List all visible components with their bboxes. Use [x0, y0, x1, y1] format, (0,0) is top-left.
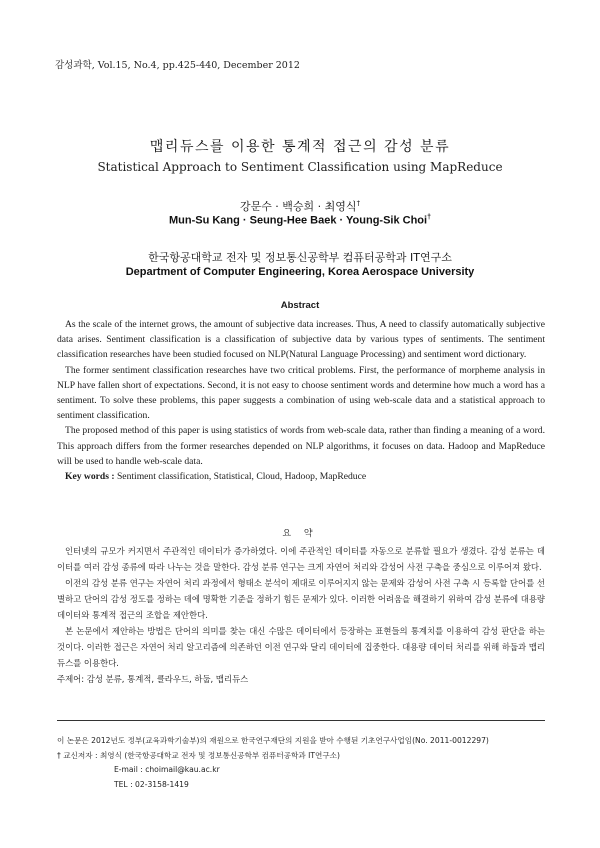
korean-keywords: 주제어: 감성 분류, 통계적, 클라우드, 하둡, 맵리듀스 [57, 674, 249, 684]
journal-reference: 감성과학, Vol.15, No.4, pp.425-440, December 2012 [55, 60, 300, 71]
abstract-paragraph: The former sentiment classification researches have two critical problems. First, the performance of morpheme analysis in NLP have fallen short of expectations. Second, it is not easy to choose sentiment words and determine how much a word has a sentiment. To solve these problems, this paper suggests a combination of using web-scale data and a statistical approach to sentiment classification. [57, 364, 545, 422]
keywords-label: Key words : [65, 471, 115, 483]
summary-paragraph: 이전의 감성 분류 연구는 자연어 처리 과정에서 형태소 분석이 제대로 이루어지지 않는 문제와 감성어 사전 구축 시 등록할 단어를 선별하고 단어의 감성 정도를 정하는 데에 명확한 기준을 정하기 힘든 문제가 있다. 이러한 어려움을 해결하기 위하여 감성 분류에 대용량 데이터와 통계적 접근의 조합을 제안한다. [57, 578, 545, 620]
corresponding-author-note: † 교신저자 : 최영식 (한국항공대학교 전자 및 정보통신공학부 컴퓨터공학과 IT연구소) [57, 750, 340, 760]
corresponding-mark: † [356, 199, 361, 208]
authors-korean-names: 강문수 · 백승희 · 최영식 [239, 200, 357, 213]
authors-english-names: Mun-Su Kang · Seung-Hee Baek · Young-Sik Choi [168, 214, 428, 227]
korean-summary-body [57, 543, 545, 687]
affiliation-korean: 한국항공대학교 전자 및 정보통신공학부 컴퓨터공학과 IT연구소 [148, 251, 452, 264]
korean-summary-heading: 요 약 [282, 529, 318, 539]
keywords-text: Sentiment classification, Statistical, Cloud, Hadoop, MapReduce [116, 471, 367, 483]
abstract-paragraph: The proposed method of this paper is using statistics of words from web-scale data, rather than finding a meaning of a word. This approach differs from the former researches depended on NLP algorithms, it focuses on data. Hadoop and MapReduce will be used to handle web-scale data. [57, 425, 545, 467]
title-korean: 맵리듀스를 이용한 통계적 접근의 감성 분류 [149, 139, 451, 155]
email-note: E-mail : choimail@kau.ac.kr [114, 765, 220, 774]
affiliation-english: Department of Computer Engineering, Korea Aerospace University [125, 266, 475, 278]
footnotes [57, 734, 547, 792]
abstract-paragraph: As the scale of the internet grows, the amount of subjective data increases. Thus, A need to classify automatically subjective data arises. Sentiment classification is a classification of subjective data by various types of sentiments. The sentiment classification researches have been studied focused on NLP(Natural Language Processing) and sentiment word dictionary. [57, 319, 545, 361]
authors-korean [0, 198, 600, 214]
abstract-body [57, 317, 545, 484]
corresponding-mark-english: † [427, 214, 431, 221]
funding-note: 이 논문은 2012년도 정부(교육과학기술부)의 재원으로 한국연구재단의 지원을 받아 수행된 기초연구사업임(No. 2011-0012297) [57, 736, 489, 745]
keywords-line [57, 469, 545, 484]
abstract-heading: Abstract [280, 300, 320, 311]
title-english: Statistical Approach to Sentiment Classification using MapReduce [97, 160, 503, 174]
tel-note: TEL : 02-3158-1419 [114, 779, 189, 789]
authors-english [0, 214, 600, 227]
summary-paragraph: 본 논문에서 제안하는 방법은 단어의 의미를 찾는 대신 수많은 데이터에서 등장하는 표현들의 통계치를 이용하여 감성 판단을 하는 것이다. 이러한 접근은 자연어 처리 알고리즘에 의존하던 이전 연구와 달리 데이터에 집중한다. 대용량 데이터 처리를 위해 하둡과 맵리듀스를 이용한다. [57, 626, 545, 668]
summary-paragraph: 인터넷의 규모가 커지면서 주관적인 데이터가 증가하였다. 이에 주관적인 데이터를 자동으로 분류할 필요가 생겼다. 감성 분류는 데이터를 여러 감성 종류에 따라 나누는 것을 말한다. 감성 분류 연구는 크게 자연어 처리와 감성어 사전 구축을 중심으로 이루어져 왔다. [57, 546, 545, 572]
footnote-divider [57, 720, 545, 721]
